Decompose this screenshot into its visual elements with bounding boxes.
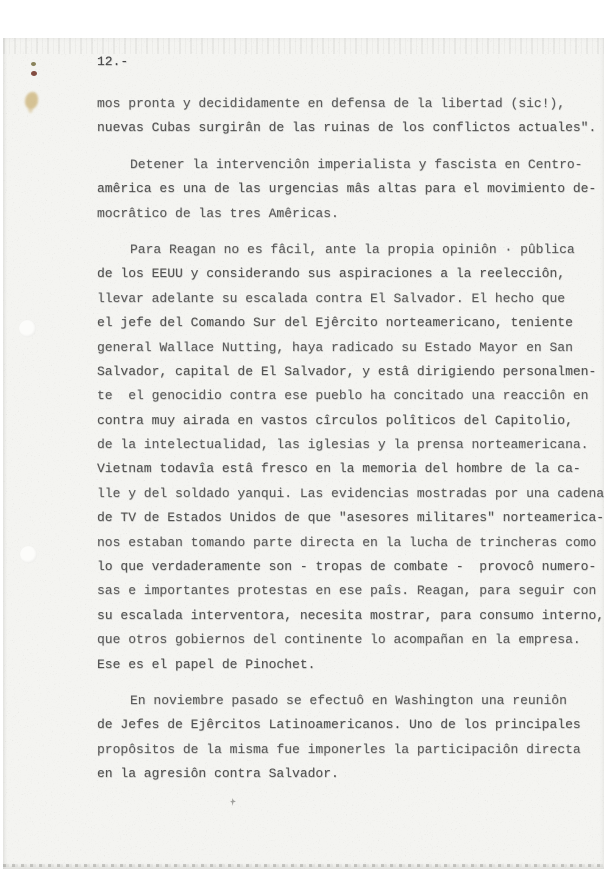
text-line: mos pronta y decididamente en defensa de la libertad (sic!), — [97, 96, 566, 111]
text-line: te el genocidio contra ese pueblo ha concitado una reacciôn en — [97, 388, 589, 404]
text-line: Vietnam todavîa estâ fresco en la memoria del hombre de la ca- — [97, 461, 581, 477]
text-line: su escalada interventora, necesita mostrar, para consumo interno, — [97, 607, 605, 623]
paper-sheet — [3, 38, 604, 869]
text-line: el jefe del Comando Sur del Ejêrcito norteamericano, teniente — [97, 315, 573, 331]
document-body — [97, 92, 605, 787]
text-line: nuevas Cubas surgirân de las ruinas de los conflictos actuales". — [97, 120, 597, 136]
red-ink-dot-stain — [31, 71, 37, 76]
text-line: que otros gobiernos del continente lo acompañan en la empresa. — [97, 632, 581, 648]
olive-ink-dot-stain — [31, 62, 36, 66]
text-line: amêrica es una de las urgencias mâs altas para el movimiento de- — [97, 181, 597, 197]
text-line: En noviembre pasado se efectuô en Washington una reuniôn — [130, 692, 567, 708]
text-line: Para Reagan no es fâcil, ante la propia opiniôn · pûblica — [130, 241, 575, 257]
text-line: lle y del soldado yanqui. Las evidencias mostradas por una cadena — [97, 485, 605, 501]
text-line: de la intelectualidad, las iglesias y la prensa norteamericana. — [97, 437, 589, 453]
small-ink-smudge — [230, 798, 236, 806]
bottom-edge-shadow — [3, 864, 604, 867]
text-line: de los EEUU y considerando sus aspiraciones a la reelecciôn, — [97, 266, 566, 282]
punch-hole — [19, 320, 36, 337]
text-line: nos estaban tomando parte directa en la lucha de trincheras como — [97, 534, 597, 550]
text-line: Ese es el papel de Pinochet. — [97, 656, 316, 672]
punch-hole — [20, 546, 37, 563]
text-line: llevar adelante su escalada contra El Salvador. El hecho que — [97, 290, 566, 306]
text-line: propôsitos de la misma fue imponerles la participaciôn directa — [97, 741, 581, 757]
text-line: Salvador, capital de El Salvador, y estâ dirigiendo personalmen- — [97, 363, 597, 379]
paragraph — [97, 92, 602, 141]
paragraph — [97, 238, 605, 677]
paragraph — [97, 153, 602, 226]
text-line: lo que verdaderamente son - tropas de combate - provocô numero- — [97, 559, 597, 575]
top-edge-speckle — [3, 38, 604, 54]
text-line: de Jefes de Ejêrcitos Latinoamericanos. Uno de los principales — [97, 717, 581, 733]
text-line: Detener la intervenciôn imperialista y fascista en Centro- — [130, 156, 583, 172]
page-number: 12.- — [97, 54, 129, 69]
yellow-blot-stain — [25, 92, 38, 109]
text-line: general Wallace Nutting, haya radicado su Estado Mayor en San — [97, 339, 573, 355]
paragraph — [97, 689, 602, 787]
text-line: de TV de Estados Unidos de que "asesores militares" norteamerica- — [97, 510, 605, 526]
text-line: en la agresiôn contra Salvador. — [97, 766, 339, 782]
text-line: mocrâtico de las tres Amêricas. — [97, 205, 339, 221]
text-line: sas e importantes protestas en ese paîs. Reagan, para seguir con — [97, 583, 597, 599]
text-line: contra muy airada en vastos cîrculos polîticos del Capitolio, — [97, 412, 573, 428]
